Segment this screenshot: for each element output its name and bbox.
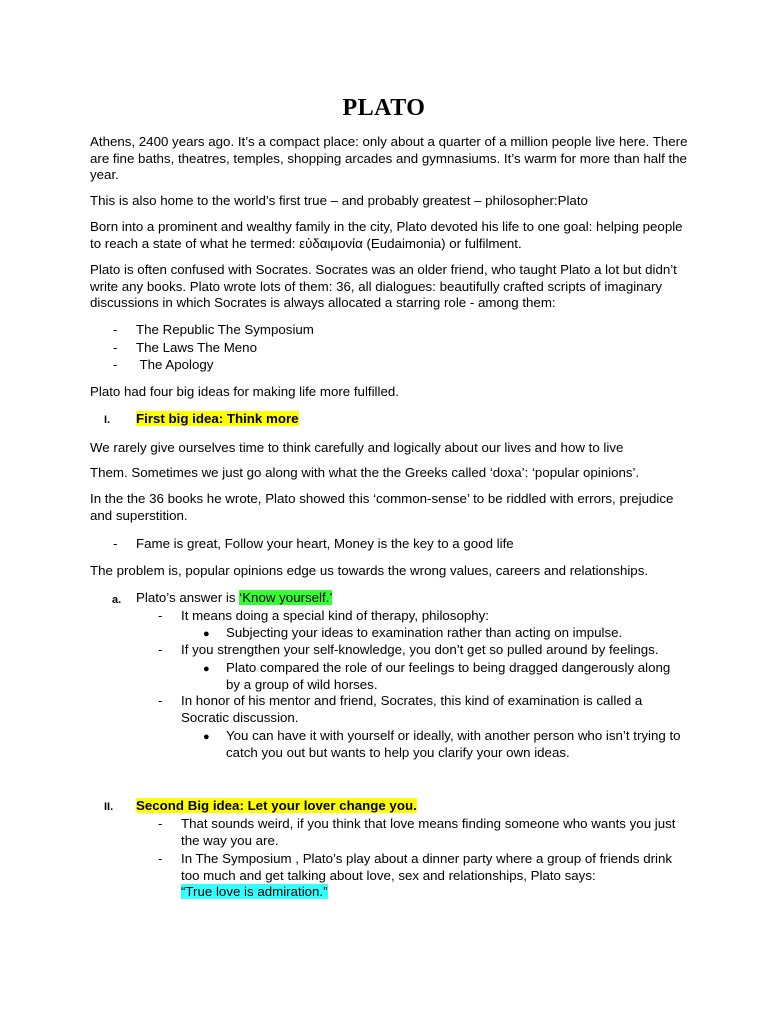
answer-line <box>136 590 332 607</box>
intro-paragraph-socrates: Plato is often confused with Socrates. Socrates was an older friend, who taught Plato a lot but didn’t write any books. Plato wrote lots of them: 36, all dialogues: beautifully crafted scripts of imaginary discussions in which Socrates is always allocated a starring role - among them: <box>90 262 677 310</box>
idea1-paragraph-3: In the the 36 books he wrote, Plato showed this ‘common-sense’ to be riddled with errors, prejudice and superstition. <box>90 491 674 523</box>
idea1-paragraph-1: We rarely give ourselves time to think carefully and logically about our lives and how to live <box>90 440 624 455</box>
bullet-marker: ● <box>203 628 210 640</box>
dialogue-name: The Republic The Symposium <box>136 322 314 337</box>
dash-marker: - <box>113 357 118 372</box>
dash-marker: - <box>113 322 118 337</box>
bullet-marker: ● <box>203 663 210 675</box>
example-text: Fame is great, Follow your heart, Money is the key to a good life <box>136 536 514 551</box>
dialogue-name: The Apology <box>136 357 214 372</box>
answer-prefix: Plato’s answer is <box>136 590 240 605</box>
idea1-paragraph-2: Them. Sometimes we just go along with what the the Greeks called ‘doxa’: ‘popular opinions’. <box>90 465 640 480</box>
sub-point-text: It means doing a special kind of therapy, philosophy: <box>181 608 489 623</box>
section-number: I. <box>104 414 111 426</box>
intro-paragraph-athens: Athens, 2400 years ago. It’s a compact place: only about a quarter of a million people live here. There are fine baths, theatres, temples, shopping arcades and gymnasiums. It’s warm for more than half the year. <box>90 134 688 182</box>
heading-highlight: Second Big idea: Let your lover change you. <box>136 798 417 813</box>
dash-marker: - <box>158 851 163 866</box>
dash-marker: - <box>158 642 163 657</box>
sub-point-text: If you strengthen your self-knowledge, you don’t get so pulled around by feelings. <box>181 642 659 657</box>
four-ideas-paragraph: Plato had four big ideas for making life more fulfilled. <box>90 384 399 399</box>
symposium-text: In The Symposium , Plato’s play about a dinner party where a group of friends drink too much and get talking about love, sex and relationships, Plato says: <box>181 851 673 883</box>
dialogue-name: The Laws The Meno <box>136 340 257 355</box>
dash-marker: - <box>113 536 118 551</box>
sub-point-text: In honor of his mentor and friend, Socrates, this kind of examination is called a Socratic discussion. <box>181 693 643 725</box>
quote-highlight: “True love is admiration.” <box>181 884 328 899</box>
dash-marker: - <box>158 693 163 708</box>
bullet-marker: ● <box>203 731 210 743</box>
problem-paragraph: The problem is, popular opinions edge us towards the wrong values, careers and relationships. <box>90 563 649 578</box>
sub-point-text <box>181 851 681 901</box>
dash-marker: - <box>158 816 163 831</box>
dash-marker: - <box>158 608 163 623</box>
bullet-text: Plato compared the role of our feelings to being dragged dangerously along by a group of wild horses. <box>226 660 671 692</box>
bullet-text: Subjecting your ideas to examination rather than acting on impulse. <box>226 625 623 640</box>
sub-point-text: That sounds weird, if you think that love means finding someone who wants you just the way you are. <box>181 816 676 848</box>
section-heading <box>136 798 417 815</box>
bullet-text: You can have it with yourself or ideally, with another person who isn’t trying to catch you out but wants to help you clarify your own ideas. <box>226 728 681 760</box>
heading-highlight: First big idea: Think more <box>136 411 299 426</box>
section-number: II. <box>104 801 114 813</box>
section-heading <box>136 411 299 428</box>
intro-paragraph-philosopher: This is also home to the world’s first true – and probably greatest – philosopher:Plato <box>90 193 588 208</box>
page-title: PLATO <box>342 95 426 121</box>
dash-marker: - <box>113 340 118 355</box>
answer-highlight: ‘Know yourself.’ <box>239 590 333 605</box>
sub-item-letter: a. <box>112 594 122 606</box>
intro-paragraph-eudaimonia: Born into a prominent and wealthy family in the city, Plato devoted his life to one goal: helping people to reach a state of what he termed: εὐδαιμονία (Eudaimonia) or fulfilment. <box>90 219 683 251</box>
